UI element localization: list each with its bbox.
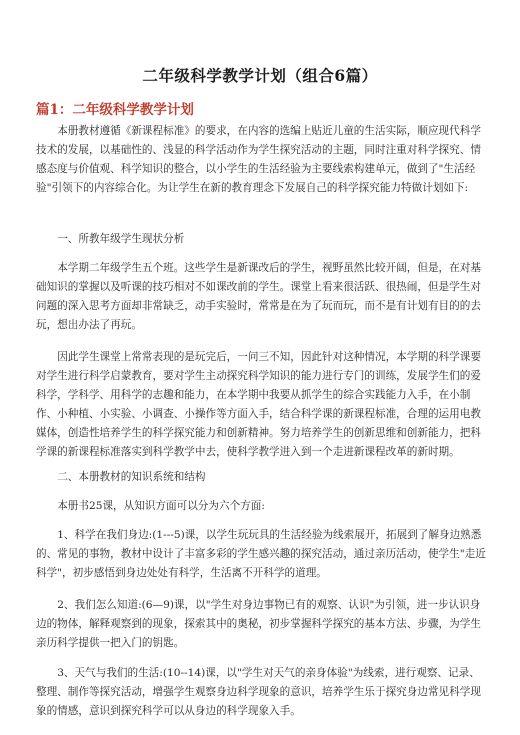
section-1-paragraph-1: 本学期二年级学生五个班。这些学生是新课改后的学生，视野虽然比较开阔，但是，在对基础知识的掌握以及听课的技巧相对不如课改前的学生。课堂上看来很活跃、很热闹，但是学生对问题的深入思考方面却非常缺乏，动手实验时，常常是在为了玩而玩，而不是有计划有目的的去玩，想出办法了再玩。 <box>36 262 481 331</box>
section-2-paragraph-1: 本册书25课，从知识方面可以分为六个方面: <box>57 500 265 512</box>
section-2-paragraph-4: 3、天气与我们的生活:(10--14)课，以"学生对天气的亲身体验"为线索，进行观察、记录、整理、制作等探究活动，增强学生观察身边科学现象的意识，培养学生乐于探究身边常见科学现象的情感，意识到探究科学可以从身边的科学现象入手。 <box>36 667 481 717</box>
section-1-heading: 一、所教年级学生现状分析 <box>57 233 185 245</box>
document-title: 二年级科学教学计划（组合6篇） <box>142 66 378 85</box>
section-1-paragraph-2: 因此学生课堂上常常表现的是玩完后，一问三不知，因此针对这种情况，本学期的科学课要对学生进行科学启蒙教育，要对学生主动探究科学知识的能力进行专门的训练，发展学生们的爱科学，学科学、用科学的志趣和能力，在本学期中我要从抓学生的综合实践能力入手，在小制作、小种植、小实验、小调查、小操作等方面入手，结合科学课的新课程标准，合理的运用电教媒体，创造性培养学生的科学探究能力和创新精神。努力培养学生的创新思维和创新能力，把科学课的新课程标准落实到科学教学中去，使科学教学进入到一个走进新课程改革的新时期。 <box>36 351 481 458</box>
section-2-heading: 二、本册教材的知识系统和结构 <box>57 471 206 483</box>
section-2-paragraph-3: 2、我们怎么知道:(6—9)课，以"学生对身边事物已有的观察、认识"为引领，进一步认识身边的物体，解释观察到的现象，探索其中的奥秘，初步掌握科学探究的基本方法、步骤，为学生亲历科学提供一把入门的钥匙。 <box>36 599 481 649</box>
intro-paragraph: 本册教材遵循《新课程标准》的要求，在内容的选编上贴近儿童的生活实际，顺应现代科学技术的发展，以基础性的、浅显的科学活动作为学生探究活动的主题，同时注重对科学探究、情感态度与价值观、科学知识的整合，以小学生的生活经验为主要线索构建单元，做到了"生活经验"引领下的内容综合化。为让学生在新的教育理念下发展自己的科学探究能力特做计划如下: <box>36 125 481 194</box>
section-2-paragraph-2: 1、科学在我们身边:(1---5)课，以学生玩玩具的生活经验为线索展开，拓展到了解身边熟悉的、常见的事物，教材中设计了丰富多彩的学生感兴趣的探究活动，通过亲历活动，使学生"走近科学"，初步感悟到身边处处有科学，生活离不开科学的道理。 <box>36 529 486 579</box>
chapter-heading: 篇1：二年级科学教学计划 <box>36 102 194 118</box>
